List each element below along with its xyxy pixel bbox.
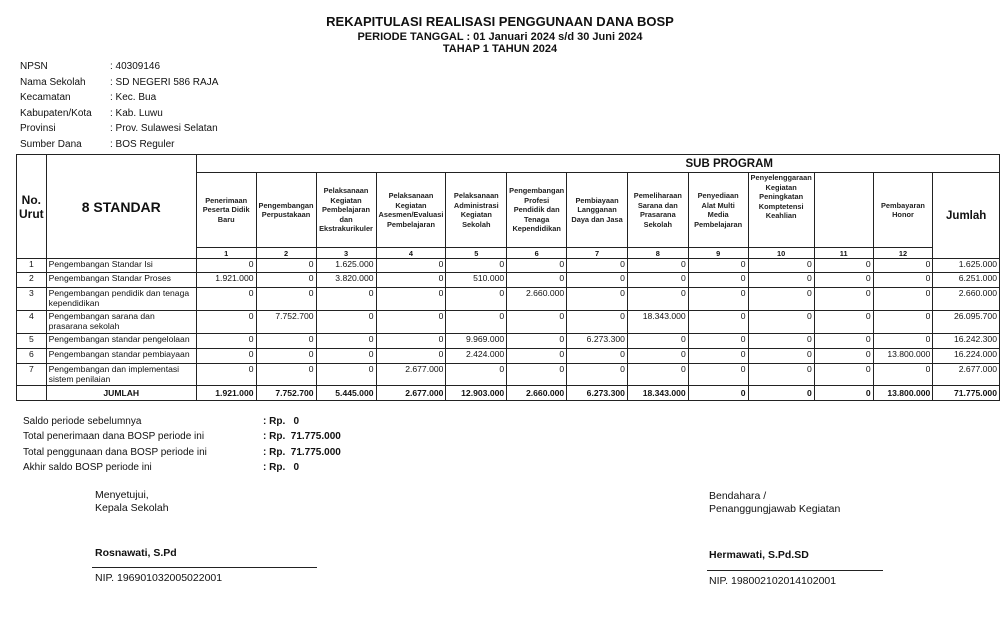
row-jumlah: 1.625.000 (933, 259, 1000, 273)
info-label: Kabupaten/Kota (20, 107, 92, 119)
signature-left-name: Rosnawati, S.Pd (95, 547, 177, 559)
cell: 0 (316, 349, 376, 364)
cell: 0 (567, 364, 628, 386)
cell: 0 (873, 364, 933, 386)
row-jumlah: 16.224.000 (933, 349, 1000, 364)
cell: 0 (627, 349, 688, 364)
summary-label: Total penerimaan dana BOSP periode ini (23, 431, 205, 443)
cell: 0 (688, 311, 748, 334)
header-8-standar: 8 STANDAR (46, 155, 196, 259)
row-no: 1 (17, 259, 47, 273)
cell: 0 (567, 288, 628, 311)
row-no: 3 (17, 288, 47, 311)
right-role-line1: Bendahara / (709, 490, 767, 502)
cell: 0 (688, 259, 748, 273)
cell: 0 (627, 364, 688, 386)
row-standar: Pengembangan Standar Isi (46, 259, 196, 273)
info-label: Provinsi (20, 123, 56, 135)
cell: 0 (814, 334, 873, 349)
header-num-12: 12 (873, 248, 933, 259)
cell: 0 (814, 349, 873, 364)
info-value: : Kab. Luwu (110, 107, 163, 119)
header-num-6: 6 (507, 248, 567, 259)
row-no: 6 (17, 349, 47, 364)
cell: 0 (688, 349, 748, 364)
summary-label: Akhir saldo BOSP periode ini (23, 461, 152, 473)
header-col-9: Penyediaan Alat Multi Media Pembelajaran (688, 173, 748, 248)
header-col-8: Pemeliharaan Sarana dan Prasarana Sekolah (627, 173, 688, 248)
header-col-5: Pelaksanaan Administrasi Kegiatan Sekolah (446, 173, 507, 248)
info-label: NPSN (20, 61, 48, 72)
report-stage: TAHAP 1 TAHUN 2024 (442, 43, 558, 55)
header-num-1: 1 (196, 248, 256, 259)
cell: 0 (873, 334, 933, 349)
info-row-npsn (20, 61, 218, 77)
row-no: 5 (17, 334, 47, 349)
cell: 0 (688, 288, 748, 311)
row-no: 2 (17, 273, 47, 288)
school-info (20, 61, 218, 155)
cell: 0 (196, 349, 256, 364)
cell: 0 (873, 273, 933, 288)
info-value: : 40309146 (110, 61, 161, 72)
cell: 0 (446, 311, 507, 334)
row-standar: Pengembangan standar pengelolaan (46, 334, 196, 349)
cell: 0 (814, 259, 873, 273)
cell: 0 (316, 311, 376, 334)
cell: 0 (567, 259, 628, 273)
cell: 13.800.000 (873, 349, 933, 364)
header-col-7: Pembiayaan Langganan Daya dan Jasa (567, 173, 628, 248)
cell: 0 (567, 273, 628, 288)
header-no-urut: No. Urut (17, 155, 47, 259)
realization-table (16, 154, 1000, 401)
summary-block (23, 416, 341, 477)
cell: 0 (748, 334, 814, 349)
cell: 0 (196, 259, 256, 273)
cell: 0 (873, 311, 933, 334)
row-jumlah: 16.242.300 (933, 334, 1000, 349)
cell: 0 (507, 311, 567, 334)
cell: 0 (507, 259, 567, 273)
summary-label: Saldo periode sebelumnya (23, 416, 142, 427)
header-sub-program: SUB PROGRAM (196, 155, 999, 173)
summary-value: : Rp. 0 (263, 461, 300, 473)
info-label: Kecamatan (20, 92, 71, 104)
cell: 0 (688, 273, 748, 288)
summary-row (23, 431, 341, 446)
summary-value: : Rp. 71.775.000 (263, 446, 341, 458)
report-title: REKAPITULASI REALISASI PENGGUNAAN DANA BOSP (326, 14, 674, 29)
cell: 0 (873, 288, 933, 311)
cell: 0 (814, 288, 873, 311)
summary-value: : Rp. 71.775.000 (263, 431, 341, 443)
cell: 0 (446, 259, 507, 273)
row-standar: Pengembangan standar pembiayaan (46, 349, 196, 364)
row-standar: Pengembangan dan implementasi sistem penilaian (46, 364, 196, 386)
cell: 0 (748, 288, 814, 311)
signature-left-line (92, 567, 317, 568)
header-col-3: Pelaksanaan Kegiatan Pembelajaran dan Ekstrakurikuler (316, 173, 376, 248)
header-num-9: 9 (688, 248, 748, 259)
cell: 9.969.000 (446, 334, 507, 349)
cell: 510.000 (446, 273, 507, 288)
signature-left-nip: NIP. 196901032005022001 (95, 572, 223, 584)
row-standar: Pengembangan sarana dan prasarana sekolah (46, 311, 196, 334)
cell: 7.752.700 (256, 311, 316, 334)
header-num-5: 5 (446, 248, 507, 259)
row-no: 4 (17, 311, 47, 334)
signature-right-name: Hermawati, S.Pd.SD (709, 549, 809, 561)
header-num-10: 10 (748, 248, 814, 259)
info-label: Nama Sekolah (20, 76, 86, 88)
cell: 0 (196, 288, 256, 311)
cell: 1.625.000 (316, 259, 376, 273)
table-total-row (17, 386, 1000, 401)
table-row (17, 364, 1000, 386)
total-cell: 0 (688, 386, 748, 401)
info-label: Sumber Dana (20, 138, 82, 150)
total-cell: 12.903.000 (446, 386, 507, 401)
cell: 0 (256, 334, 316, 349)
total-cell: 2.677.000 (376, 386, 446, 401)
cell: 2.677.000 (376, 364, 446, 386)
total-cell: 1.921.000 (196, 386, 256, 401)
row-jumlah: 6.251.000 (933, 273, 1000, 288)
summary-value: : Rp. 0 (263, 416, 300, 427)
cell: 0 (316, 334, 376, 349)
cell: 0 (627, 273, 688, 288)
cell: 0 (507, 334, 567, 349)
cell: 2.424.000 (446, 349, 507, 364)
row-no: 7 (17, 364, 47, 386)
summary-row (23, 447, 341, 462)
table-row (17, 349, 1000, 364)
cell: 0 (748, 273, 814, 288)
header-col-6: Pengembangan Profesi Pendidik dan Tenaga Kependidikan (507, 173, 567, 248)
info-value: : BOS Reguler (110, 138, 175, 150)
cell: 0 (688, 334, 748, 349)
right-role-line2: Penanggungjawab Kegiatan (709, 503, 841, 515)
header-num-8: 8 (627, 248, 688, 259)
header-col-11 (814, 173, 873, 248)
cell: 0 (196, 311, 256, 334)
header-col-4: Pelaksanaan Kegiatan Asesmen/Evaluasi Pembelajaran (376, 173, 446, 248)
header-col-1: Penerimaan Peserta Didik Baru (196, 173, 256, 248)
cell: 0 (376, 311, 446, 334)
total-cell: 0 (814, 386, 873, 401)
signature-right-role (709, 490, 840, 516)
cell: 0 (316, 288, 376, 311)
cell: 0 (507, 349, 567, 364)
row-jumlah: 26.095.700 (933, 311, 1000, 334)
info-value: : Prov. Sulawesi Selatan (110, 123, 218, 135)
cell: 0 (196, 364, 256, 386)
header-jumlah: Jumlah (933, 173, 1000, 259)
signature-right-line (707, 570, 883, 571)
cell: 3.820.000 (316, 273, 376, 288)
left-role-line2: Kepala Sekolah (95, 502, 169, 514)
cell: 0 (814, 273, 873, 288)
info-row-kabupaten (20, 108, 218, 124)
table-row (17, 311, 1000, 334)
cell: 0 (376, 349, 446, 364)
cell: 0 (446, 288, 507, 311)
header-col-10: Penyelenggaraan Kegiatan Peningkatan Komptetensi Keahlian (748, 173, 814, 248)
summary-row (23, 462, 341, 477)
row-standar: Pengembangan Standar Proses (46, 273, 196, 288)
total-cell: 5.445.000 (316, 386, 376, 401)
table-row (17, 259, 1000, 273)
cell: 0 (814, 364, 873, 386)
signature-left-role (95, 489, 169, 515)
cell: 0 (688, 364, 748, 386)
total-no (17, 386, 47, 401)
cell: 0 (748, 311, 814, 334)
total-jumlah: 71.775.000 (933, 386, 1000, 401)
total-cell: 7.752.700 (256, 386, 316, 401)
info-row-nama-sekolah (20, 77, 218, 93)
row-jumlah: 2.660.000 (933, 288, 1000, 311)
cell: 18.343.000 (627, 311, 688, 334)
row-jumlah: 2.677.000 (933, 364, 1000, 386)
info-value: : Kec. Bua (110, 92, 157, 104)
total-cell: 6.273.300 (567, 386, 628, 401)
cell: 0 (256, 349, 316, 364)
total-label: JUMLAH (46, 386, 196, 401)
total-cell: 13.800.000 (873, 386, 933, 401)
cell: 0 (316, 364, 376, 386)
table-row (17, 334, 1000, 349)
cell: 6.273.300 (567, 334, 628, 349)
cell: 1.921.000 (196, 273, 256, 288)
cell: 0 (376, 259, 446, 273)
info-row-sumber-dana (20, 139, 218, 155)
cell: 2.660.000 (507, 288, 567, 311)
cell: 0 (567, 311, 628, 334)
header-col-12: Pembayaran Honor (873, 173, 933, 248)
signature-right-nip: NIP. 198002102014102001 (709, 575, 837, 587)
cell: 0 (376, 288, 446, 311)
table-row (17, 288, 1000, 311)
cell: 0 (814, 311, 873, 334)
cell: 0 (256, 288, 316, 311)
total-cell: 18.343.000 (627, 386, 688, 401)
header-num-11: 11 (814, 248, 873, 259)
cell: 0 (507, 364, 567, 386)
cell: 0 (196, 334, 256, 349)
total-cell: 2.660.000 (507, 386, 567, 401)
cell: 0 (748, 364, 814, 386)
row-standar: Pengembangan pendidik dan tenaga kependidikan (46, 288, 196, 311)
cell: 0 (873, 259, 933, 273)
info-row-provinsi (20, 123, 218, 139)
header-col-2: Pengembangan Perpustakaan (256, 173, 316, 248)
cell: 0 (748, 259, 814, 273)
header-num-4: 4 (376, 248, 446, 259)
cell: 0 (507, 273, 567, 288)
cell: 0 (446, 364, 507, 386)
header-num-3: 3 (316, 248, 376, 259)
table-row (17, 273, 1000, 288)
cell: 0 (627, 259, 688, 273)
cell: 0 (376, 273, 446, 288)
cell: 0 (627, 334, 688, 349)
info-value: : SD NEGERI 586 RAJA (110, 76, 219, 88)
cell: 0 (376, 334, 446, 349)
left-role-line1: Menyetujui, (95, 489, 149, 501)
cell: 0 (567, 349, 628, 364)
cell: 0 (627, 288, 688, 311)
cell: 0 (256, 364, 316, 386)
summary-row (23, 416, 341, 431)
cell: 0 (256, 273, 316, 288)
info-row-kecamatan (20, 92, 218, 108)
summary-label: Total penggunaan dana BOSP periode ini (23, 446, 207, 458)
header-num-7: 7 (567, 248, 628, 259)
cell: 0 (748, 349, 814, 364)
report-period: PERIODE TANGGAL : 01 Januari 2024 s/d 30 Juni 2024 (357, 31, 643, 43)
total-cell: 0 (748, 386, 814, 401)
header-num-2: 2 (256, 248, 316, 259)
cell: 0 (256, 259, 316, 273)
